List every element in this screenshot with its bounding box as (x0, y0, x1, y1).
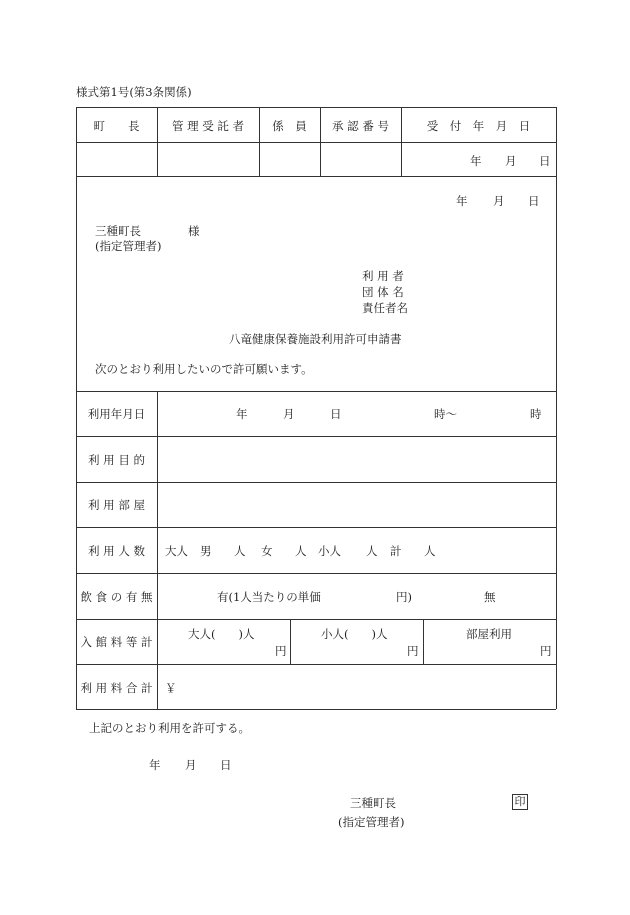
receipt-day: 日 (539, 154, 551, 168)
food-yen: 円) (396, 590, 412, 604)
addressee: 三種町長 (95, 224, 141, 238)
receipt-month: 月 (505, 154, 517, 168)
header-approval-number: 承 認 番 号 (332, 119, 389, 133)
people-child-unit: 人 (366, 544, 378, 558)
issuer: 三種町長 (350, 796, 396, 810)
application-day: 日 (528, 194, 540, 208)
fee-label: 入 館 料 等 計 (80, 635, 153, 649)
applicant-user-label: 利 用 者 (362, 269, 404, 283)
food-label: 飲 食 の 有 無 (80, 590, 153, 604)
form-number: 様式第1号(第3条関係) (76, 85, 192, 99)
approval-day: 日 (220, 758, 232, 772)
date-time-to: 時 (530, 407, 542, 421)
header-manager: 管 理 受 託 者 (171, 119, 245, 133)
people-total: 計 (390, 544, 402, 558)
people-male-unit: 人 (234, 544, 246, 558)
food-no: 無 (484, 590, 496, 604)
people-child: 小人 (318, 544, 341, 558)
people-adult: 大人 (165, 544, 188, 558)
approval-year: 年 (149, 758, 161, 772)
fee-child-yen: 円 (407, 644, 419, 658)
addressee-sub: (指定管理者) (95, 239, 162, 253)
header-mayor: 町 長 (93, 119, 140, 133)
application-month: 月 (493, 194, 505, 208)
applicant-responsible-label: 責任者名 (362, 301, 408, 315)
people-female: 女 (261, 544, 273, 558)
fee-room-yen: 円 (540, 644, 552, 658)
fee-room: 部屋利用 (466, 627, 512, 641)
food-yes: 有(1人当たりの単価 (217, 590, 321, 604)
fee-child: 小人( )人 (321, 627, 388, 641)
people-total-unit: 人 (424, 544, 436, 558)
total-value: ￥ (165, 681, 177, 695)
receipt-year: 年 (470, 154, 482, 168)
fee-adult: 大人( )人 (188, 627, 255, 641)
approval-text: 上記のとおり利用を許可する。 (89, 721, 250, 735)
date-year: 年 (236, 407, 248, 421)
honorific: 様 (188, 224, 200, 238)
date-time-from: 時〜 (434, 407, 457, 421)
header-staff: 係 員 (272, 119, 307, 133)
people-male: 男 (200, 544, 212, 558)
form-title: 八竜健康保養施設利用許可申請書 (229, 332, 402, 346)
header-receipt-date: 受 付 年 月 日 (426, 119, 531, 133)
purpose-label: 利 用 目 的 (88, 453, 145, 467)
issuer-sub: (指定管理者) (338, 815, 405, 829)
date-label: 利用年月日 (87, 407, 146, 421)
room-label: 利 用 部 屋 (88, 498, 145, 512)
request-text: 次のとおり利用したいので許可願います。 (95, 362, 313, 376)
date-day: 日 (330, 407, 342, 421)
fee-adult-yen: 円 (275, 644, 287, 658)
people-label: 利 用 人 数 (88, 544, 145, 558)
seal-mark: 印 (512, 794, 528, 810)
total-label: 利 用 料 合 計 (80, 681, 153, 695)
application-year: 年 (456, 194, 468, 208)
approval-month: 月 (185, 758, 197, 772)
date-month: 月 (283, 407, 295, 421)
people-female-unit: 人 (295, 544, 307, 558)
applicant-group-label: 団 体 名 (362, 285, 404, 299)
